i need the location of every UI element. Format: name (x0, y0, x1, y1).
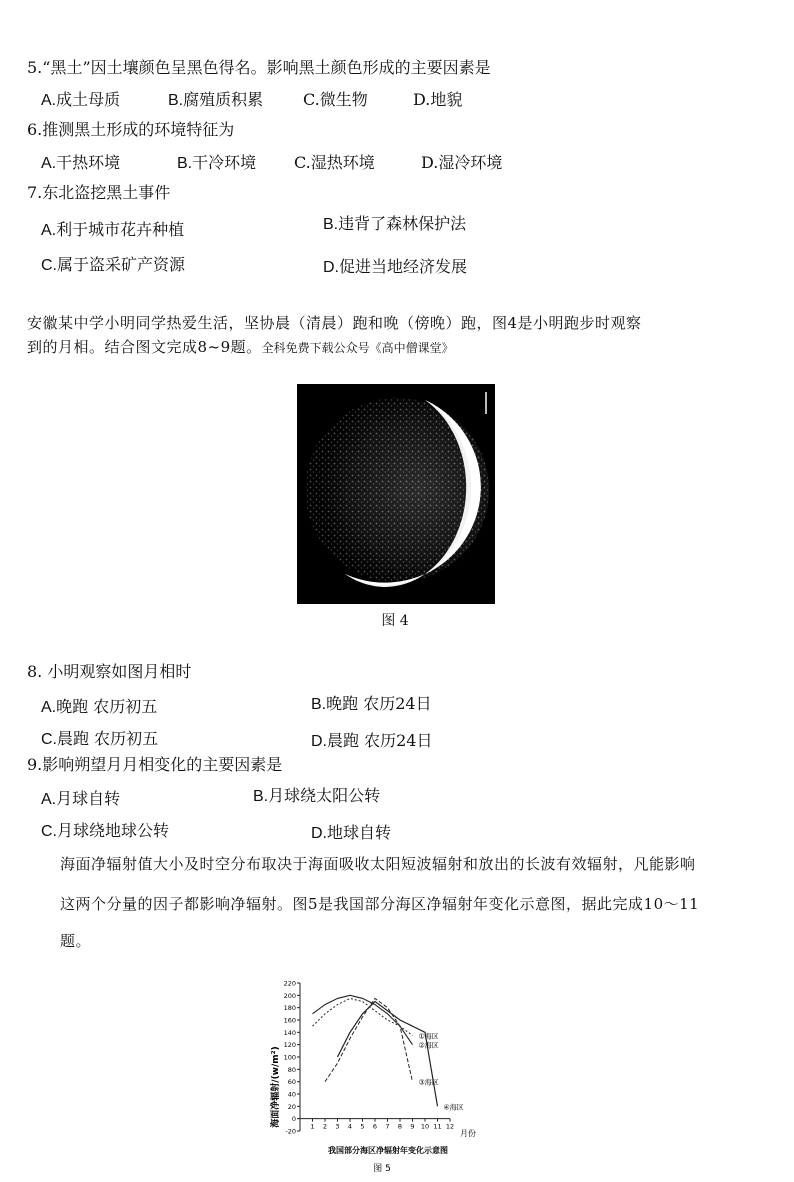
y-tick-label: 200 (283, 991, 296, 1000)
y-tick-label: 20 (287, 1102, 296, 1111)
x-tick-label: 1 (310, 1122, 315, 1131)
passage2-line2: 这两个分量的因子都影响净辐射。图5是我国部分海区净辐射年变化示意图，据此完成10～11 (60, 895, 700, 913)
y-tick-label: 220 (283, 979, 296, 988)
q6-option-b (177, 153, 256, 174)
q6-option-b-text: 干冷环境 (192, 153, 257, 172)
moon-phase-illustration (297, 384, 495, 604)
q6-option-b-letter: B. (177, 155, 193, 172)
q5-option-a (41, 90, 120, 111)
q8-option-c-letter: C. (41, 731, 57, 748)
y-axis-ticks (284, 980, 300, 1136)
q7-option-c-letter: C. (41, 257, 57, 274)
q9-option-c-text: 月球绕地球公转 (57, 821, 170, 840)
q8-option-b-text: 晚跑 农历24日 (326, 694, 432, 713)
q7-option-c (41, 255, 185, 276)
q6-option-c: C.湿热环境 (294, 153, 375, 172)
q7-stem: 7.东北盗挖黑土事件 (27, 183, 171, 202)
series-label: ②海区 (418, 1041, 439, 1050)
passage2-line1: 海面净辐射值大小及时空分布取决于海面吸收太阳短波辐射和放出的长波有效辐射，凡能影响 (60, 855, 696, 873)
q8-stem: 8. 小明观察如图月相时 (27, 662, 192, 681)
series-line (325, 998, 413, 1081)
series-line (313, 995, 413, 1044)
x-axis-label: 月份 (460, 1129, 476, 1138)
q9-option-b-letter: B. (253, 788, 269, 805)
q9-option-d (311, 823, 391, 844)
q5-option-b-text: 腐殖质积累 (183, 90, 264, 109)
q5-stem: 5.“黑土”因土壤颜色呈黑色得名。影响黑土颜色形成的主要因素是 (27, 58, 491, 77)
q9-option-a-letter: A. (41, 791, 57, 808)
y-tick-label: 140 (283, 1028, 296, 1037)
q9-option-d-text: 地球自转 (327, 823, 392, 842)
series-lines (313, 995, 438, 1106)
q8-option-b-letter: B. (311, 696, 327, 713)
q7-option-b-text: 违背了森林保护法 (338, 214, 467, 233)
y-axis-label: 海面净辐射/(w/m²) (271, 1046, 281, 1128)
q7-option-a (41, 220, 184, 241)
q8-option-d-letter: D. (311, 733, 327, 750)
x-tick-label: 9 (410, 1122, 415, 1131)
q6-option-a-text: 干热环境 (56, 153, 121, 172)
q9-stem: 9.影响朔望月月相变化的主要因素是 (27, 755, 283, 774)
q5-option-d: D.地貌 (413, 90, 463, 109)
x-tick-label: 11 (433, 1122, 442, 1131)
q7-option-a-text: 利于城市花卉种植 (56, 220, 185, 239)
passage2-line3: 题。 (60, 932, 92, 950)
x-tick-label: 10 (420, 1122, 430, 1131)
q9-option-d-letter: D. (311, 825, 327, 842)
q9-option-b-text: 月球绕太阳公转 (268, 786, 381, 805)
q8-option-a-text: 晚跑 农历初五 (56, 697, 158, 716)
q8-option-c (41, 729, 158, 750)
x-axis-ticks (310, 1119, 454, 1131)
x-tick-label: 7 (385, 1122, 390, 1131)
figure4-caption: 图 4 (381, 613, 409, 629)
series-line (338, 1002, 438, 1107)
q5-option-c: C.微生物 (303, 90, 368, 109)
figure5-caption: 图 5 (373, 1164, 391, 1174)
x-tick-label: 4 (347, 1122, 353, 1131)
q5-option-b-letter: B. (168, 92, 184, 109)
q8-option-d (311, 731, 432, 752)
y-tick-label: -20 (285, 1127, 296, 1136)
q7-option-c-text: 属于盗采矿产资源 (57, 255, 186, 274)
series-label: ①海区 (418, 1032, 439, 1041)
x-tick-label: 6 (372, 1122, 378, 1131)
figure5-chart (270, 975, 500, 1175)
y-tick-label: 120 (283, 1041, 296, 1050)
x-tick-label: 12 (445, 1122, 455, 1131)
y-tick-label: 100 (283, 1053, 296, 1062)
passage1-note: 全科免费下载公众号《高中僧课堂》 (261, 341, 454, 355)
q8-option-a (41, 697, 157, 718)
moon-phase-photo (297, 384, 495, 604)
net-radiation-chart (270, 975, 500, 1175)
q7-option-b-letter: B. (323, 216, 339, 233)
x-tick-label: 8 (397, 1122, 403, 1131)
passage1-line2-text: 到的月相。结合图文完成8~9题。 (27, 338, 262, 356)
q9-option-a (41, 789, 120, 810)
q8-option-a-letter: A. (41, 699, 57, 716)
chart-title: 我国部分海区净辐射年变化示意图 (328, 1146, 448, 1155)
y-tick-label: 0 (291, 1115, 296, 1124)
y-tick-label: 60 (287, 1078, 296, 1087)
q9-option-c (41, 821, 169, 842)
x-tick-label: 5 (360, 1122, 365, 1131)
series-label: ③海区 (418, 1078, 439, 1087)
q7-option-b (323, 214, 466, 235)
q8-option-c-text: 晨跑 农历初五 (57, 729, 159, 748)
q9-option-a-text: 月球自转 (56, 789, 121, 808)
passage1-line2 (27, 336, 454, 359)
y-tick-label: 40 (287, 1090, 296, 1099)
q5-option-b (168, 90, 263, 111)
q7-option-a-letter: A. (41, 222, 57, 239)
q7-option-d-letter: D. (323, 259, 339, 276)
q6-option-d: D.湿冷环境 (421, 153, 503, 172)
q6-option-a-letter: A. (41, 155, 57, 172)
y-tick-label: 80 (287, 1065, 296, 1074)
q8-option-d-text: 晨跑 农历24日 (327, 731, 433, 750)
q7-option-d (323, 257, 467, 278)
q9-option-b (253, 786, 380, 807)
q5-option-a-letter: A. (41, 92, 57, 109)
q6-stem: 6.推测黑土形成的环境特征为 (27, 120, 235, 139)
q7-option-d-text: 促进当地经济发展 (339, 257, 468, 276)
q9-option-c-letter: C. (41, 823, 57, 840)
q5-option-a-text: 成土母质 (56, 90, 121, 109)
series-label: ④海区 (443, 1103, 464, 1112)
y-tick-label: 180 (283, 1004, 296, 1013)
passage1-line1: 安徽某中学小明同学热爱生活，坚协晨（清晨）跑和晚（傍晚）跑，图4是小明跑步时观察 (27, 314, 642, 332)
q8-option-b (311, 694, 432, 715)
q6-option-a (41, 153, 120, 174)
x-tick-label: 2 (322, 1122, 328, 1131)
x-tick-label: 3 (335, 1122, 340, 1131)
chart-legend (419, 1031, 464, 1111)
y-tick-label: 160 (283, 1016, 296, 1025)
